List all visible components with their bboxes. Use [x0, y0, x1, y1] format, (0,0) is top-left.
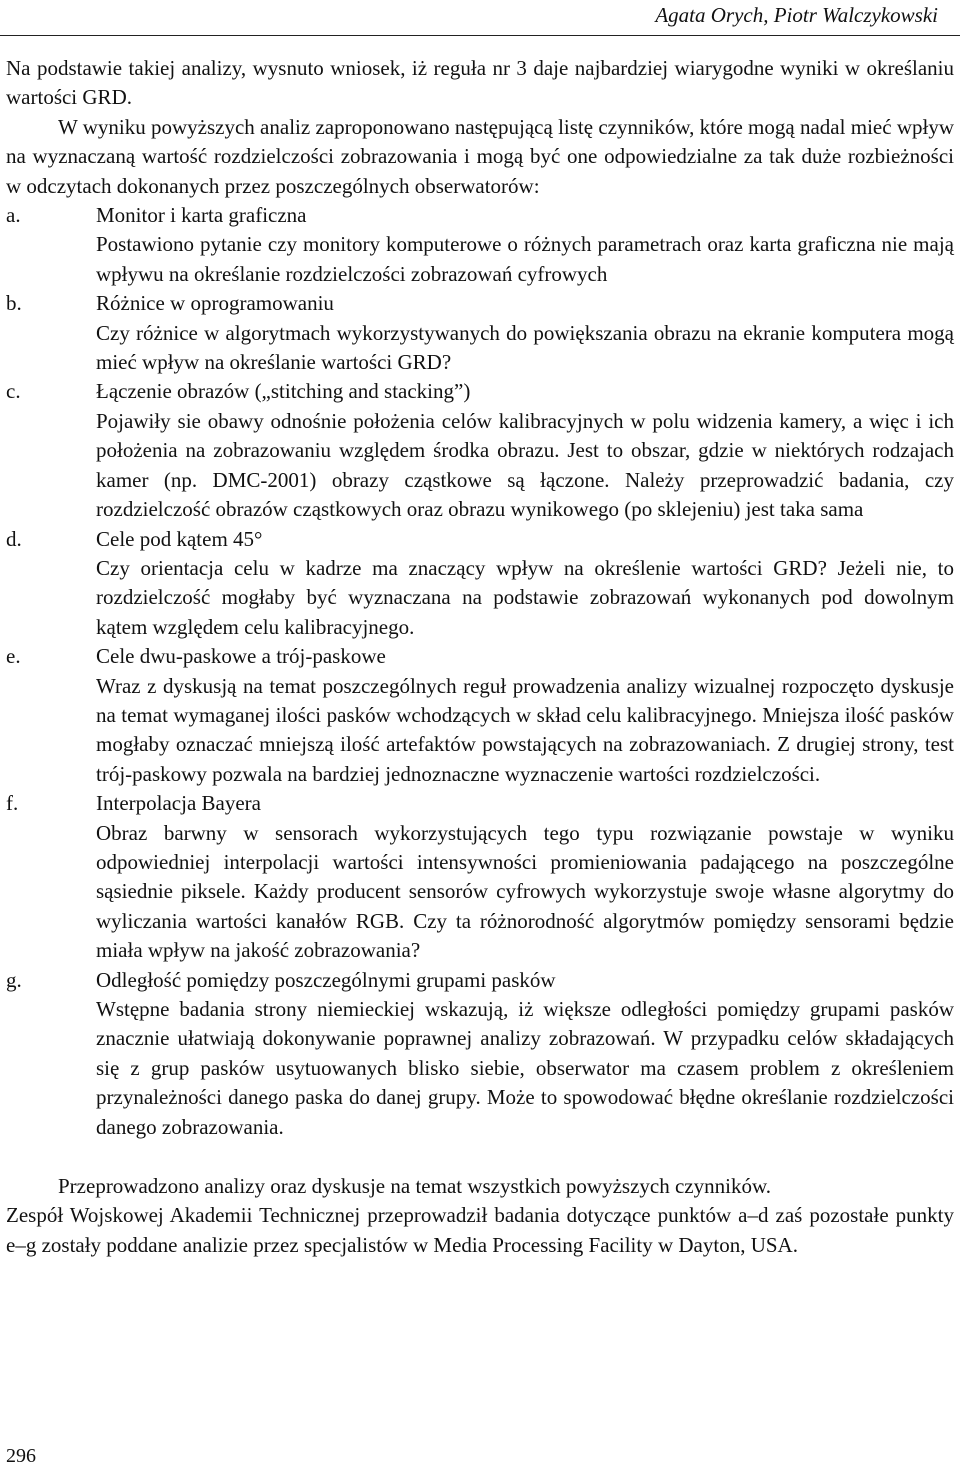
body-text: [6, 54, 954, 1260]
list-marker: g.: [6, 967, 22, 992]
list-item-text: Obraz barwny w sensorach wykorzystujących tego typu rozwiązanie powstaje w wyniku odpowiedniej interpolacji wartości intensywności promieniowania padającego na poszczególne sąsiednie piksele. Każdy producent sensorów cyfrowych wykorzystuje swoje własne algorytmy do wyliczania wartości kanałów RGB. Czy ta różnorodność algorytmów pomiędzy sensorami będzie miała wpływ na jakość zobrazowania?: [96, 820, 954, 963]
list-item-text: Czy orientacja celu w kadrze ma znaczący wpływ na określenie wartości GRD? Jeżeli nie, to rozdzielczość mogłaby być wyznaczana na podstawie zobrazowań wykonanych pod dowolnym kątem względem celu kalibracyjnego.: [96, 555, 954, 639]
list-marker: a.: [6, 203, 21, 228]
list-marker: b.: [6, 291, 22, 316]
list-item-title: Łączenie obrazów („stitching and stacking”): [96, 379, 471, 404]
list-item-c: [6, 377, 954, 524]
list-item-b: [6, 289, 954, 377]
list-item-title: Cele dwu-paskowe a trój-paskowe: [96, 644, 386, 669]
paragraph-closing-teams: Zespół Wojskowej Akademii Technicznej przeprowadził badania dotyczące punktów a–d zaś pozostałe punkty e–g zostały poddane analizie przez specjalistów w Media Processing Facility w Dayton, USA.: [6, 1203, 954, 1257]
page-number: 296: [6, 1445, 36, 1467]
list-item-e: [6, 642, 954, 789]
list-item-title: Interpolacja Bayera: [96, 791, 261, 816]
list-item-text: Wraz z dyskusją na temat poszczególnych reguł prowadzenia analizy wizualnej rozpoczęto dyskusje na temat wymaganej ilości pasków wchodzących w skład celu kalibracyjnego. Mniejsza ilość pasków mogłaby oznaczać mniejszą ilość artefaktów powstających na zobrazowaniach. Z drugiej strony, test trój-paskowy pozwala na bardziej jednoznaczne wyznaczenie wartości rozdzielczości.: [96, 673, 954, 786]
list-marker: d.: [6, 526, 22, 551]
list-item-title: Monitor i karta graficzna: [96, 203, 307, 228]
paragraph-conclusion: Na podstawie takiej analizy, wysnuto wniosek, iż reguła nr 3 daje najbardziej wiarygodne wyniki w określaniu wartości GRD.: [6, 56, 954, 110]
list-item-d: [6, 525, 954, 643]
list-item-title: Cele pod kątem 45°: [96, 526, 263, 551]
paragraph-closing-analyses: Przeprowadzono analizy oraz dyskusje na temat wszystkich powyższych czynników.: [58, 1174, 771, 1199]
list-item-text: Wstępne badania strony niemieckiej wskazują, iż większe odległości pomiędzy grupami pasków znacznie ułatwiają dokonywanie poprawnej analizy zobrazowań. W przypadku celów składających się z grup pasków usytuowanych blisko siebie, obserwator ma czasem problem z określeniem przynależności danego paska do danej grupy. Może to spowodować błędne określanie rozdzielczości danego zobrazowania.: [96, 997, 954, 1139]
list-item-text: Postawiono pytanie czy monitory komputerowe o różnych parametrach oraz karta graficzna nie mają wpływu na określanie rozdzielczości zobrazowań cyfrowych: [96, 232, 954, 286]
list-marker: e.: [6, 644, 21, 669]
factor-list: [6, 201, 954, 1142]
list-item-f: [6, 789, 954, 965]
list-item-text: Czy różnice w algorytmach wykorzystywanych do powiększania obrazu na ekranie komputera mogą mieć wpływ na określanie wartości GRD?: [96, 320, 954, 375]
list-marker: f.: [6, 791, 19, 816]
list-item-text: Pojawiły sie obawy odnośnie położenia celów kalibracyjnych w polu widzenia kamery, a więc i ich położenia na zobrazowaniu względem środka obrazu. Jest to obszar, gdzie w niektórych rodzajach kamer (np. DMC-2001) obrazy cząstkowe są łączone. Należy przeprowadzić badania, czy rozdzielczość obrazów cząstkowych oraz obrazu wynikowego (po sklejeniu) jest taka sama: [96, 408, 954, 522]
list-item-title: Odległość pomiędzy poszczególnymi grupami pasków: [96, 967, 556, 992]
list-item-a: [6, 201, 954, 289]
list-item-g: [6, 966, 954, 1142]
list-item-title: Różnice w oprogramowaniu: [96, 291, 334, 316]
list-marker: c.: [6, 379, 21, 404]
paragraph-factors-intro: W wyniku powyższych analiz zaproponowano następującą listę czynników, które mogą nadal mieć wpływ na wyznaczaną wartość rozdzielczości zobrazowania i mogą być one odpowiedzialne za tak duże rozbieżności w odczytach dokonanych przez poszczególnych obserwatorów:: [6, 114, 954, 198]
running-head-authors: Agata Orych, Piotr Walczykowski: [655, 3, 938, 27]
header-rule: [0, 35, 960, 36]
